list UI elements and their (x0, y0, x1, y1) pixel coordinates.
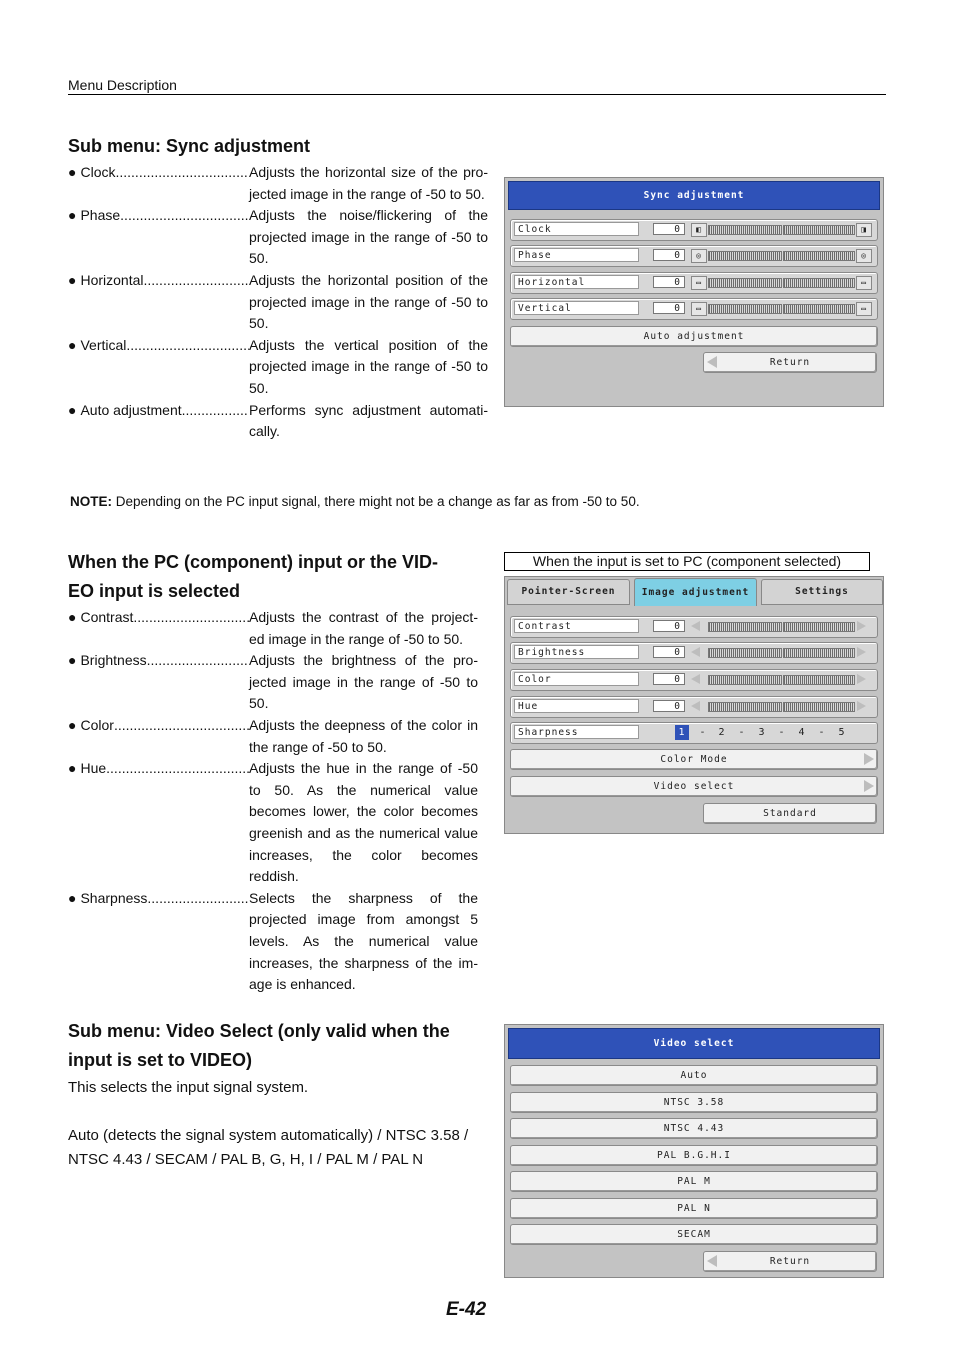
row-label: Contrast (514, 619, 639, 633)
decrease-arrow-icon[interactable] (691, 621, 700, 631)
decrease-arrow-icon[interactable] (691, 674, 700, 684)
item-desc: Adjusts the horizontal size of the pro- jected image in the range of -50 to 50. (249, 164, 488, 202)
note-text: Depending on the PC input signal, there might not be a change as far as from -50 to 50. (112, 494, 640, 509)
phase-minus-icon[interactable]: ◎ (691, 249, 707, 263)
item-desc: Adjusts the brightness of the pro- jected image in the range of -50 to 50. (249, 652, 478, 712)
bullet-icon: ● (68, 652, 77, 669)
video-select-button[interactable] (510, 776, 878, 797)
row-value: 0 (653, 646, 685, 658)
list-item (68, 335, 488, 400)
color-mode-button[interactable] (510, 749, 878, 770)
button-label: Video select (653, 781, 735, 792)
option-pal-bghi[interactable]: PAL B.G.H.I (510, 1145, 878, 1166)
slider-bar[interactable] (783, 648, 855, 658)
osd-title: Video select (508, 1028, 880, 1059)
item-desc: Adjusts the noise/flickering of the projected image in the range of -50 to 50. (249, 207, 488, 267)
leader-dots (147, 650, 249, 715)
move-up-icon[interactable]: ▭ (691, 302, 707, 316)
slider-bar[interactable] (783, 225, 855, 235)
header-rule (68, 94, 886, 95)
decrease-arrow-icon[interactable] (691, 701, 700, 711)
sync-item-list (68, 162, 488, 443)
osd-row-brightness[interactable] (510, 642, 878, 664)
list-item (68, 650, 478, 715)
item-term: Contrast (80, 609, 134, 625)
increase-arrow-icon[interactable] (857, 701, 866, 711)
pc-heading-line1: When the PC (component) input or the VID- (68, 552, 438, 572)
tab-pointer-screen[interactable]: Pointer-Screen (507, 579, 630, 605)
pc-heading (68, 548, 438, 606)
slider-bar[interactable] (783, 304, 855, 314)
item-term: Phase (80, 207, 121, 224)
pc-heading-line2: EO input is selected (68, 581, 241, 601)
leader-dots (114, 715, 249, 758)
bullet-icon: ● (68, 716, 77, 733)
slider-bar[interactable] (783, 702, 855, 712)
slider-bar[interactable] (708, 304, 782, 314)
decrease-arrow-icon[interactable] (691, 647, 700, 657)
video-heading (68, 1017, 450, 1075)
item-term: Sharpness (80, 889, 148, 906)
clock-narrow-icon[interactable]: ◧ (691, 223, 707, 237)
slider-bar[interactable] (708, 225, 782, 235)
slider-bar[interactable] (708, 702, 782, 712)
auto-adjustment-button[interactable]: Auto adjustment (510, 326, 878, 347)
item-term: Horizontal (80, 271, 144, 288)
level-separator: - (738, 727, 746, 738)
submenu-arrow-icon (864, 753, 874, 765)
item-term: Brightness (80, 652, 147, 669)
osd-row-sharpness[interactable] (510, 722, 878, 744)
button-label: Color Mode (660, 754, 728, 765)
return-label: Return (769, 357, 811, 368)
slider-bar[interactable] (708, 251, 782, 261)
note (70, 494, 640, 509)
video-options-text: Auto (detects the signal system automatically) / NTSC 3.58 / NTSC 4.43 / SECAM / PAL B, G, H, I / PAL M / PAL N (68, 1127, 469, 1168)
bullet-icon: ● (68, 401, 77, 418)
row-value: 0 (653, 223, 685, 235)
list-item (68, 400, 488, 443)
sharpness-level-2[interactable]: 2 (718, 727, 726, 738)
list-item (68, 715, 478, 758)
bullet-icon: ● (68, 207, 77, 224)
row-label: Brightness (514, 645, 639, 659)
sharpness-level-4[interactable]: 4 (798, 727, 806, 738)
phase-plus-icon[interactable]: ◎ (856, 249, 872, 263)
sync-osd-panel (504, 177, 884, 407)
item-desc: Selects the sharpness of the projected image from amongst 5 levels. As the numerical value increases, the sharpness of the im- age is enhanced. (249, 889, 478, 993)
item-desc: Adjusts the hue in the range of -50 to 50. As the numerical value becomes lower, the color becomes greenish and as the numerical value increases, the color becomes reddish. (249, 760, 478, 885)
osd-title: Sync adjustment (508, 181, 880, 210)
leader-dots (182, 400, 249, 443)
back-arrow-icon (707, 356, 717, 368)
slider-bar[interactable] (783, 251, 855, 261)
row-label: Hue (514, 699, 639, 713)
leader-dots (133, 607, 249, 650)
note-label: NOTE: (70, 494, 112, 509)
option-auto[interactable]: Auto (510, 1065, 878, 1086)
slider-bar[interactable] (708, 278, 782, 288)
item-desc: Adjusts the deepness of the color in the range of -50 to 50. (249, 716, 478, 755)
osd-row-horizontal[interactable] (510, 272, 878, 294)
leader-dots (147, 888, 249, 996)
standard-button[interactable]: Standard (703, 803, 877, 824)
item-term: Vertical (80, 336, 127, 353)
option-pal-m[interactable]: PAL M (510, 1171, 878, 1192)
slider-bar[interactable] (783, 622, 855, 632)
osd-row-clock[interactable] (510, 219, 878, 241)
leader-dots (120, 205, 249, 270)
osd-row-phase[interactable] (510, 245, 878, 267)
row-value: 0 (653, 620, 685, 632)
osd-row-hue[interactable] (510, 696, 878, 718)
row-value: 0 (653, 700, 685, 712)
slider-bar[interactable] (708, 648, 782, 658)
pc-caption: When the input is set to PC (component selected) (504, 552, 870, 571)
row-label: Vertical (514, 301, 639, 315)
increase-arrow-icon[interactable] (857, 647, 866, 657)
sharpness-level-5[interactable]: 5 (838, 727, 846, 738)
slider-bar[interactable] (783, 675, 855, 685)
osd-row-color[interactable] (510, 669, 878, 691)
list-item (68, 607, 478, 650)
return-button[interactable] (703, 352, 877, 373)
video-heading-line1: Sub menu: Video Select (only valid when the (68, 1021, 450, 1041)
sharpness-level-3[interactable]: 3 (758, 727, 766, 738)
item-term: Color (80, 716, 114, 733)
video-osd-panel (504, 1024, 884, 1278)
option-ntsc-358[interactable]: NTSC 3.58 (510, 1092, 878, 1113)
submenu-arrow-icon (864, 780, 874, 792)
bullet-icon: ● (68, 336, 77, 353)
clock-wide-icon[interactable]: ◨ (856, 223, 872, 237)
sync-heading: Sub menu: Sync adjustment (68, 136, 311, 156)
return-button[interactable] (703, 1251, 877, 1272)
row-label: Phase (514, 248, 639, 262)
video-heading-line2: input is set to VIDEO) (68, 1050, 253, 1070)
list-item (68, 162, 488, 205)
bullet-icon: ● (68, 164, 77, 180)
return-label: Return (769, 1256, 811, 1267)
item-desc: Performs sync adjustment automati- cally. (249, 401, 488, 440)
leader-dots (126, 335, 249, 400)
osd-row-contrast[interactable] (510, 616, 878, 638)
row-label: Horizontal (514, 275, 639, 289)
option-ntsc-443[interactable]: NTSC 4.43 (510, 1118, 878, 1139)
slider-bar[interactable] (783, 278, 855, 288)
row-label: Color (514, 672, 639, 686)
sharpness-level-1[interactable]: 1 (675, 725, 689, 740)
slider-bar[interactable] (708, 675, 782, 685)
option-pal-n[interactable]: PAL N (510, 1198, 878, 1219)
back-arrow-icon (707, 1255, 717, 1267)
item-term: Clock (80, 164, 116, 180)
item-desc: Adjusts the vertical position of the projected image in the range of -50 to 50. (249, 336, 488, 396)
increase-arrow-icon[interactable] (857, 674, 866, 684)
row-value: 0 (653, 249, 685, 261)
row-label: Sharpness (514, 725, 639, 739)
list-item (68, 270, 488, 335)
leader-dots (144, 270, 250, 335)
item-term: Auto adjustment (80, 401, 182, 418)
bullet-icon: ● (68, 889, 77, 906)
leader-dots (106, 758, 249, 888)
sharpness-levels[interactable] (668, 724, 868, 740)
move-down-icon[interactable]: ▭ (856, 302, 872, 316)
option-secam[interactable]: SECAM (510, 1224, 878, 1245)
pc-item-list (68, 607, 478, 996)
increase-arrow-icon[interactable] (857, 621, 866, 631)
row-value: 0 (653, 673, 685, 685)
video-intro: This selects the input signal system. (68, 1079, 309, 1096)
tab-settings[interactable]: Settings (761, 579, 883, 605)
level-separator: - (778, 727, 786, 738)
bullet-icon: ● (68, 271, 77, 288)
list-item (68, 888, 478, 996)
level-separator: - (818, 727, 826, 738)
slider-bar[interactable] (708, 622, 782, 632)
level-separator: - (699, 727, 707, 738)
osd-tabs (507, 579, 881, 605)
move-left-icon[interactable]: ▭ (691, 276, 707, 290)
row-label: Clock (514, 222, 639, 236)
image-osd-panel (504, 576, 884, 834)
tab-image-adjustment[interactable]: Image adjustment (634, 578, 757, 606)
item-desc: Adjusts the contrast of the project- ed image in the range of -50 to 50. (249, 609, 478, 647)
bullet-icon: ● (68, 760, 77, 777)
page-number: E-42 (446, 1299, 487, 1320)
item-desc: Adjusts the horizontal position of the projected image in the range of -50 to 50. (249, 271, 488, 332)
list-item (68, 758, 478, 888)
row-value: 0 (653, 276, 685, 288)
move-right-icon[interactable]: ▭ (856, 276, 872, 290)
leader-dots (115, 162, 249, 205)
running-header: Menu Description (68, 77, 177, 93)
osd-row-vertical[interactable] (510, 298, 878, 320)
list-item (68, 205, 488, 270)
bullet-icon: ● (68, 609, 77, 625)
row-value: 0 (653, 302, 685, 314)
item-term: Hue (80, 760, 107, 777)
